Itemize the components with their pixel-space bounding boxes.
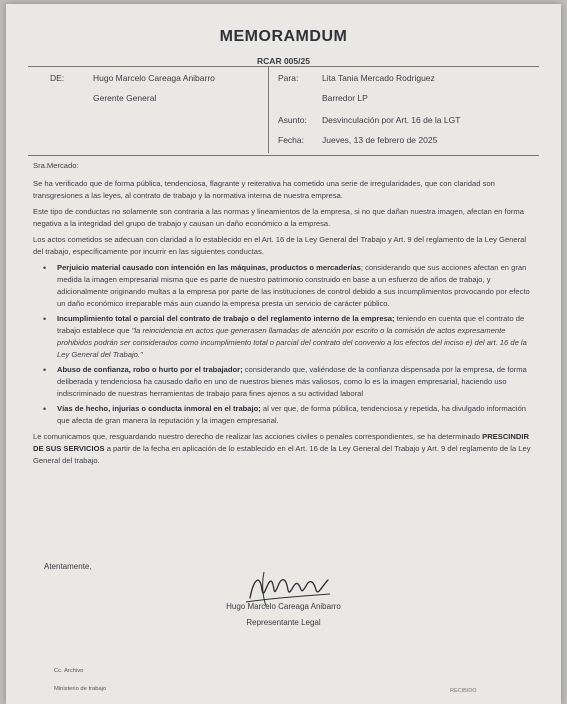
- from-name: Hugo Marcelo Careaga Anibarro: [93, 73, 215, 83]
- conduct-1-text: ; considerando que sus acciones afectan en gran medida la imagen empresarial misma que es parte de nuestro patrimonio construido en base a un esfuerzo de años de trabajo, y adicionalmente originando multas a la empresa por parte de las instituciones de control debido a sus incumplimientos provocando por efecto un daño económico irreparable más aun cuando la empresa presta un servicio de carácter público.: [57, 263, 530, 308]
- date-label: Fecha:: [278, 135, 304, 145]
- cc-archive: Cc. Archivo: [54, 668, 84, 674]
- to-role: Barredor LP: [322, 93, 368, 103]
- paragraph-4-end: a partir de la fecha en aplicación de lo establecido en el Art. 16 de la Ley General del Trabajo y Art. 9 del reglamento de la Ley General del trabajo.: [33, 444, 531, 465]
- conduct-2-quote: "la reincidencia en actos que generasen llamadas de atención por escrito o la comisión de actos expresamente prohibidos podrán ser considerados como incumplimiento total o parcial del contrato del convenio a los efectos del inciso e) del art. 16 de la Ley General del Trabajo.": [57, 326, 527, 359]
- subject-value: Desvinculación por Art. 16 de la LGT: [322, 115, 461, 125]
- dismissal-statement: PRESCINDIR DE SUS SERVICIOS: [33, 432, 529, 453]
- conduct-3-title: Abuso de confianza, robo o hurto por el trabajador;: [57, 365, 243, 374]
- conduct-item-3: [57, 364, 531, 400]
- conduct-item-2: [57, 313, 531, 361]
- signer-role: Representante Legal: [246, 618, 321, 627]
- to-name: Lita Tania Mercado Rodriguez: [322, 73, 435, 83]
- conduct-2-text: teniendo en cuenta que el contrato de trabajo establece que: [57, 314, 525, 335]
- from-label: DE:: [50, 73, 65, 83]
- memo-page: [6, 4, 561, 704]
- date-value: Jueves, 13 de febrero de 2025: [322, 135, 438, 145]
- to-label: Para:: [278, 73, 299, 83]
- cc-ministry: Ministerio de trabajo: [54, 686, 107, 692]
- conduct-4-text: al ver que, de forma pública, tendenciosa y repetida, ha divulgado información que afecta de gran manera la reputación y la imagen empresarial.: [57, 404, 526, 425]
- memo-header-table: [28, 66, 539, 156]
- received-stamp: RECIBIDO: [450, 688, 477, 694]
- from-role: Gerente General: [93, 93, 157, 103]
- memo-title: MEMORAMDUM: [219, 28, 348, 45]
- closing: Atentamente,: [44, 562, 92, 571]
- conduct-3-text: considerando que, valiéndose de la confianza dispensada por la empresa, de forma deliberada y tendenciosa ha causado daño en uno de nuestros bienes más valiosos, como lo es la imagen empresarial, haciendo uso indiscriminado de nuestras herramientas de trabajo para fines ajenos a su actividad laboral: [57, 365, 527, 398]
- memo-body: [33, 160, 531, 471]
- paragraph-3: Los actos cometidos se adecuan con claridad a lo establecido en el Art. 16 de la Ley General del Trabajo y Art. 9 del reglamento de la Ley General del trabajo, específicamente por incurrir en las siguientes conductas.: [33, 235, 527, 256]
- conduct-list: [33, 262, 531, 427]
- signer-name: Hugo Marcelo Careaga Anibarro: [226, 602, 341, 611]
- subject-label: Asunto:: [278, 115, 307, 125]
- conduct-1-title: Perjuicio material causado con intención en las máquinas, productos o mercaderías: [57, 263, 361, 272]
- paragraph-2: Este tipo de conductas no solamente son contraria a las normas y lineamientos de la empresa, si no que dañan nuestra imagen, afectan en forma negativa a la integridad del grupo de trabajo y causan un daño económico a la empresa.: [33, 207, 524, 228]
- paragraph-4: [33, 431, 531, 467]
- paragraph-4-start: Le comunicamos que, resguardando nuestro derecho de realizar las acciones civiles o penales correspondientes, se ha determinado: [33, 432, 483, 441]
- paragraph-1: Se ha verificado que de forma pública, tendenciosa, flagrante y reiterativa ha cometido una serie de irregularidades, que con claridad son transgresiones a las leyes, al contrato de trabajo y la normativa interna de nuestra empresa.: [33, 179, 495, 200]
- memo-reference: RCAR 005/25: [257, 56, 310, 66]
- header-divider: [268, 67, 269, 153]
- conduct-item-4: [57, 403, 531, 427]
- conduct-item-1: [57, 262, 531, 310]
- conduct-2-title: Incumplimiento total o parcial del contrato de trabajo o del reglamento interno de la empresa;: [57, 314, 395, 323]
- salutation: Sra.Mercado:: [33, 161, 79, 170]
- conduct-4-title: Vías de hecho, injurias o conducta inmoral en el trabajo;: [57, 404, 261, 413]
